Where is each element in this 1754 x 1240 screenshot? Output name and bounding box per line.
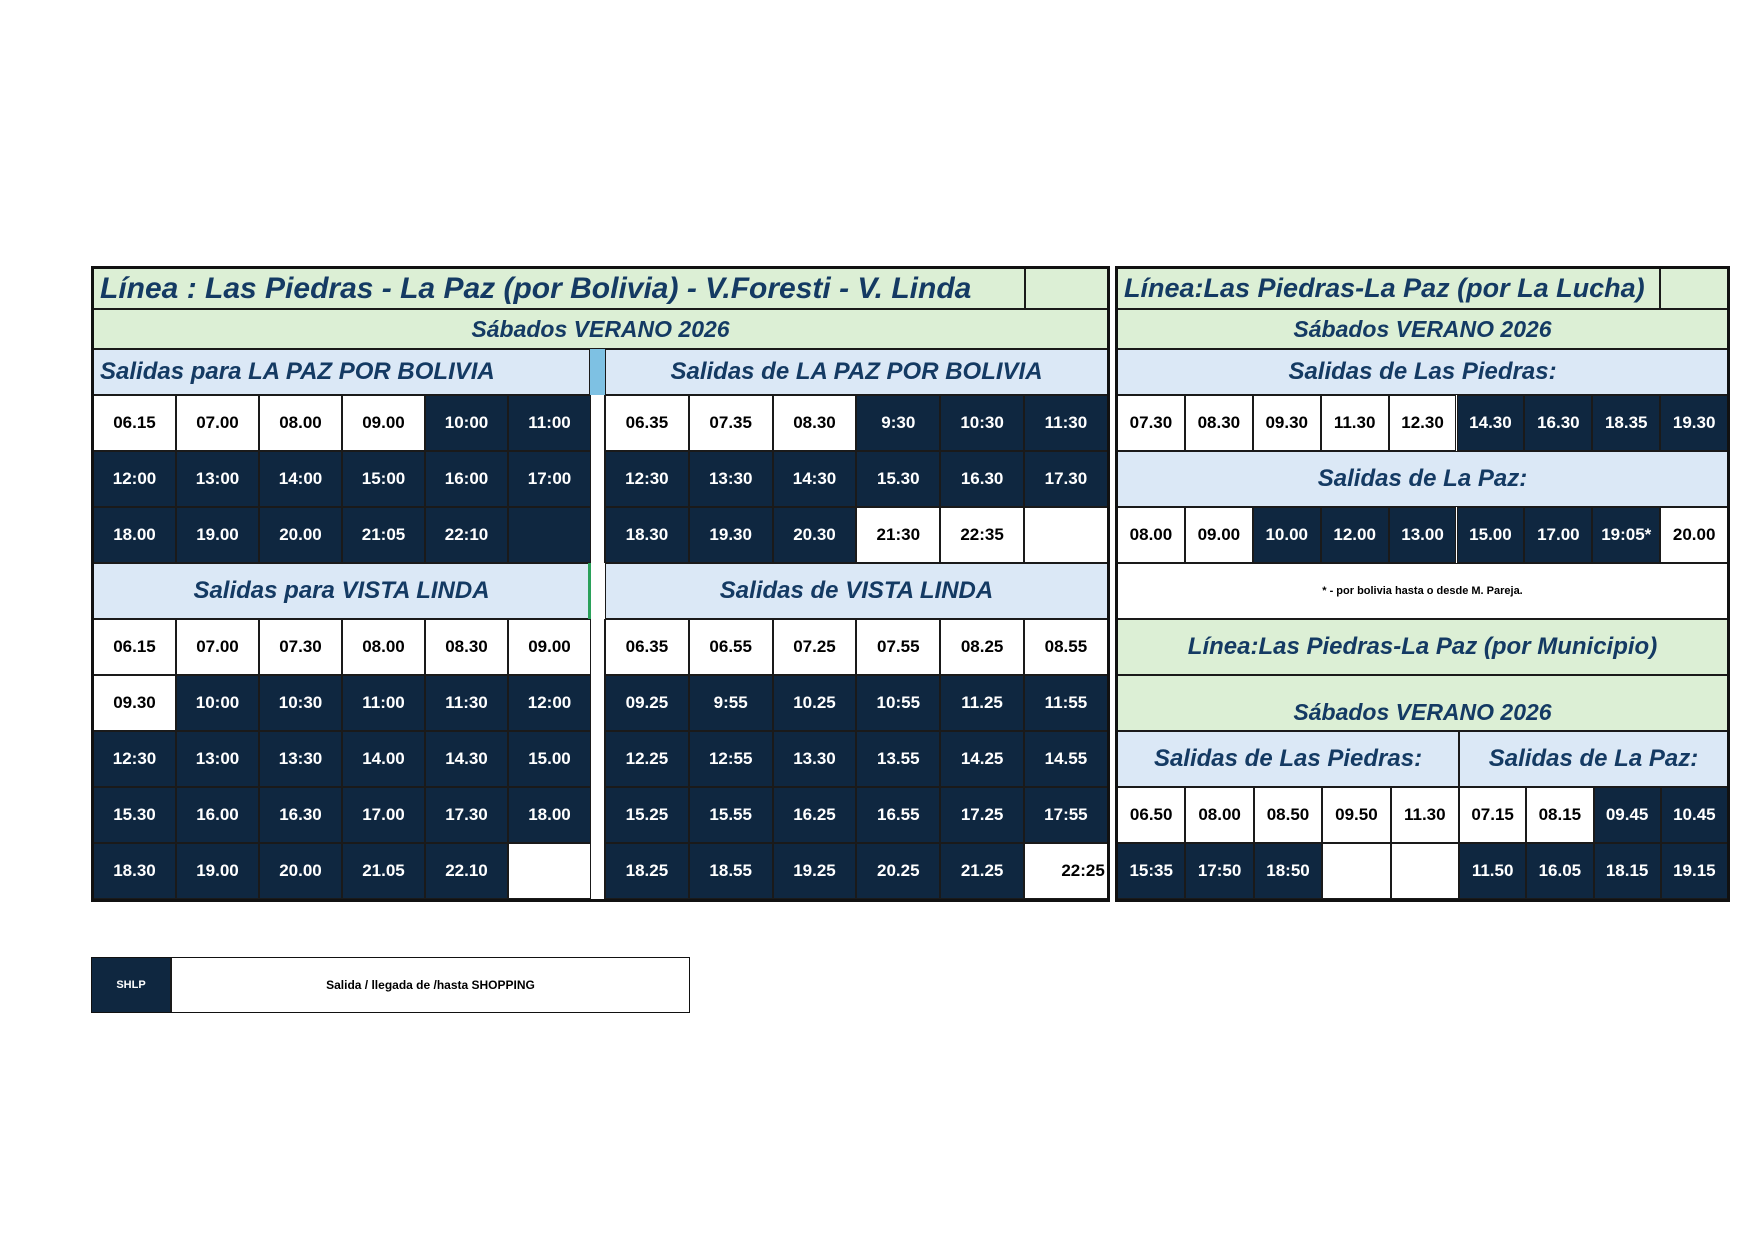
- from-vistalinda-time-cell: 14.25: [940, 731, 1024, 787]
- lucha-paz-time-cell: 12.00: [1321, 507, 1389, 563]
- to-vistalinda-time-cell: 13:30: [259, 731, 342, 787]
- to-vistalinda-time-cell: 11:00: [342, 675, 425, 731]
- from-lapaz-time-cell: 22:35: [940, 507, 1024, 563]
- from-lapaz-time-cell: 10:30: [940, 395, 1024, 451]
- from-vistalinda-time-cell: 18.55: [689, 843, 773, 899]
- muni-paz-time-cell: 07.15: [1459, 787, 1526, 843]
- section-to-vista-linda-title: Salidas para VISTA LINDA: [93, 563, 590, 619]
- to-vistalinda-time-cell: 17.30: [425, 787, 508, 843]
- from-vistalinda-time-cell: 18.25: [605, 843, 689, 899]
- lucha-piedras-time-cell: 14.30: [1457, 395, 1525, 451]
- section-divider-marker-green: [588, 563, 591, 619]
- legend-code-swatch: SHLP: [91, 957, 171, 1013]
- from-vistalinda-time-cell: 12.25: [605, 731, 689, 787]
- to-vistalinda-time-cell: 19.00: [176, 843, 259, 899]
- to-vistalinda-time-cell: 09.30: [93, 675, 176, 731]
- from-lapaz-time-cell: 13:30: [689, 451, 773, 507]
- from-lapaz-time-cell: 18.30: [605, 507, 689, 563]
- section-to-lapaz-bolivia-title: Salidas para LA PAZ POR BOLIVIA: [93, 349, 590, 395]
- left-title-blank-cell: [1025, 268, 1108, 309]
- to-vistalinda-time-cell: 11:30: [425, 675, 508, 731]
- to-lapaz-time-cell: 08.00: [259, 395, 342, 451]
- lucha-paz-time-cell: 15.00: [1457, 507, 1525, 563]
- from-lapaz-time-cell: 07.35: [689, 395, 773, 451]
- from-vistalinda-time-cell: 06.35: [605, 619, 689, 675]
- from-lapaz-time-cell: 14:30: [773, 451, 857, 507]
- section-from-vista-linda-title: Salidas de VISTA LINDA: [605, 563, 1108, 619]
- muni-piedras-time-cell: [1322, 843, 1390, 899]
- lucha-from-paz-title: Salidas de La Paz:: [1117, 451, 1728, 507]
- lucha-paz-time-cell: 19:05*: [1592, 507, 1660, 563]
- to-vistalinda-time-cell: 15.30: [93, 787, 176, 843]
- to-vistalinda-time-cell: 07.30: [259, 619, 342, 675]
- to-vistalinda-time-cell: 22.10: [425, 843, 508, 899]
- legend-description: Salida / llegada de /hasta SHOPPING: [171, 957, 690, 1013]
- lucha-piedras-time-cell: 08.30: [1185, 395, 1253, 451]
- muni-piedras-time-cell: 08.00: [1185, 787, 1253, 843]
- from-vistalinda-time-cell: 09.25: [605, 675, 689, 731]
- to-vistalinda-time-cell: 08.00: [342, 619, 425, 675]
- muni-piedras-time-cell: 09.50: [1322, 787, 1390, 843]
- section-divider-marker-blue: [590, 349, 605, 395]
- muni-piedras-time-cell: 18:50: [1254, 843, 1322, 899]
- to-vistalinda-time-cell: 06.15: [93, 619, 176, 675]
- from-vistalinda-time-cell: 10.25: [773, 675, 857, 731]
- to-vistalinda-time-cell: 16.00: [176, 787, 259, 843]
- from-vistalinda-time-cell: 16.25: [773, 787, 857, 843]
- to-lapaz-time-cell: 16:00: [425, 451, 508, 507]
- to-vistalinda-time-cell: 18.00: [508, 787, 591, 843]
- to-lapaz-time-cell: 06.15: [93, 395, 176, 451]
- muni-piedras-time-cell: 11.30: [1391, 787, 1459, 843]
- muni-paz-time-cell: 19.15: [1661, 843, 1728, 899]
- to-vistalinda-time-cell: 10:30: [259, 675, 342, 731]
- lucha-subtitle: Sábados VERANO 2026: [1117, 309, 1728, 349]
- from-vistalinda-time-cell: 08.55: [1024, 619, 1108, 675]
- lucha-from-piedras-title: Salidas de Las Piedras:: [1117, 349, 1728, 395]
- left-subtitle: Sábados VERANO 2026: [93, 309, 1108, 349]
- from-vistalinda-time-cell: 20.25: [856, 843, 940, 899]
- to-lapaz-time-cell: 20.00: [259, 507, 342, 563]
- municipio-subtitle: Sábados VERANO 2026: [1117, 675, 1728, 731]
- to-vistalinda-time-cell: 10:00: [176, 675, 259, 731]
- from-vistalinda-time-cell: 13.30: [773, 731, 857, 787]
- to-lapaz-time-cell: 18.00: [93, 507, 176, 563]
- from-lapaz-time-cell: 06.35: [605, 395, 689, 451]
- from-vistalinda-time-cell: 11:55: [1024, 675, 1108, 731]
- from-lapaz-time-cell: 17.30: [1024, 451, 1108, 507]
- lucha-paz-time-cell: 08.00: [1117, 507, 1185, 563]
- to-vistalinda-time-cell: 12:30: [93, 731, 176, 787]
- to-vistalinda-time-cell: 14.00: [342, 731, 425, 787]
- to-vistalinda-time-cell: 14.30: [425, 731, 508, 787]
- from-lapaz-time-cell: 21:30: [856, 507, 940, 563]
- lucha-piedras-time-cell: 16.30: [1524, 395, 1592, 451]
- municipio-from-piedras-title: Salidas de Las Piedras:: [1117, 731, 1459, 787]
- lucha-paz-time-cell: 13.00: [1389, 507, 1457, 563]
- to-lapaz-time-cell: 14:00: [259, 451, 342, 507]
- to-lapaz-time-cell: 07.00: [176, 395, 259, 451]
- to-vistalinda-time-cell: 09.00: [508, 619, 591, 675]
- from-vistalinda-time-cell: 08.25: [940, 619, 1024, 675]
- lucha-paz-time-cell: 09.00: [1185, 507, 1253, 563]
- from-lapaz-time-cell: 16.30: [940, 451, 1024, 507]
- from-vistalinda-time-cell: 10:55: [856, 675, 940, 731]
- from-lapaz-time-cell: 08.30: [773, 395, 857, 451]
- to-lapaz-time-cell: 09.00: [342, 395, 425, 451]
- from-lapaz-time-cell: 12:30: [605, 451, 689, 507]
- from-vistalinda-time-cell: 15.25: [605, 787, 689, 843]
- to-lapaz-time-cell: 12:00: [93, 451, 176, 507]
- to-lapaz-time-cell: 22:10: [425, 507, 508, 563]
- municipio-from-paz-title: Salidas de La Paz:: [1459, 731, 1728, 787]
- muni-paz-time-cell: 16.05: [1526, 843, 1593, 899]
- left-line-title: Línea : Las Piedras - La Paz (por Bolivia) - V.Foresti - V. Linda: [93, 268, 1025, 309]
- muni-paz-time-cell: 18.15: [1594, 843, 1661, 899]
- municipio-line-title: Línea:Las Piedras-La Paz (por Municipio): [1117, 619, 1728, 675]
- from-vistalinda-time-cell: 15.55: [689, 787, 773, 843]
- muni-paz-time-cell: 08.15: [1526, 787, 1593, 843]
- from-vistalinda-time-cell: 14.55: [1024, 731, 1108, 787]
- lucha-piedras-time-cell: 12.30: [1389, 395, 1457, 451]
- from-vistalinda-time-cell: 22:25: [1024, 843, 1108, 899]
- from-vistalinda-time-cell: 13.55: [856, 731, 940, 787]
- footnote: * - por bolivia hasta o desde M. Pareja.: [1117, 563, 1728, 619]
- to-lapaz-time-cell: 13:00: [176, 451, 259, 507]
- from-vistalinda-time-cell: 11.25: [940, 675, 1024, 731]
- from-lapaz-time-cell: 20.30: [773, 507, 857, 563]
- lucha-piedras-time-cell: 19.30: [1660, 395, 1728, 451]
- from-vistalinda-time-cell: 16.55: [856, 787, 940, 843]
- to-vistalinda-time-cell: 16.30: [259, 787, 342, 843]
- lucha-piedras-time-cell: 09.30: [1253, 395, 1321, 451]
- from-vistalinda-time-cell: 9:55: [689, 675, 773, 731]
- muni-piedras-time-cell: 15:35: [1117, 843, 1185, 899]
- lucha-paz-time-cell: 17.00: [1524, 507, 1592, 563]
- muni-piedras-time-cell: 08.50: [1254, 787, 1322, 843]
- muni-paz-time-cell: 11.50: [1459, 843, 1526, 899]
- from-lapaz-time-cell: 19.30: [689, 507, 773, 563]
- left-gap-column-bottom: [590, 619, 605, 900]
- to-lapaz-time-cell: 10:00: [425, 395, 508, 451]
- to-lapaz-time-cell: 11:00: [508, 395, 591, 451]
- to-vistalinda-time-cell: 15.00: [508, 731, 591, 787]
- to-vistalinda-time-cell: 21.05: [342, 843, 425, 899]
- from-lapaz-time-cell: 15.30: [856, 451, 940, 507]
- lucha-line-title: Línea:Las Piedras-La Paz (por La Lucha): [1117, 268, 1660, 309]
- from-vistalinda-time-cell: 21.25: [940, 843, 1024, 899]
- from-lapaz-time-cell: [1024, 507, 1108, 563]
- to-vistalinda-time-cell: 08.30: [425, 619, 508, 675]
- from-vistalinda-time-cell: 12:55: [689, 731, 773, 787]
- from-vistalinda-time-cell: 17.25: [940, 787, 1024, 843]
- to-lapaz-time-cell: [508, 507, 591, 563]
- from-vistalinda-time-cell: 19.25: [773, 843, 857, 899]
- muni-paz-time-cell: 10.45: [1661, 787, 1728, 843]
- lucha-paz-time-cell: 10.00: [1253, 507, 1321, 563]
- to-vistalinda-time-cell: 07.00: [176, 619, 259, 675]
- to-lapaz-time-cell: 19.00: [176, 507, 259, 563]
- from-lapaz-time-cell: 11:30: [1024, 395, 1108, 451]
- section-from-lapaz-bolivia-title: Salidas de LA PAZ POR BOLIVIA: [605, 349, 1108, 395]
- from-vistalinda-time-cell: 07.25: [773, 619, 857, 675]
- to-vistalinda-time-cell: 12:00: [508, 675, 591, 731]
- to-vistalinda-time-cell: 20.00: [259, 843, 342, 899]
- to-vistalinda-time-cell: 18.30: [93, 843, 176, 899]
- from-vistalinda-time-cell: 06.55: [689, 619, 773, 675]
- lucha-piedras-time-cell: 18.35: [1592, 395, 1660, 451]
- left-gap-column-top: [590, 395, 605, 563]
- from-vistalinda-time-cell: 17:55: [1024, 787, 1108, 843]
- from-vistalinda-time-cell: 07.55: [856, 619, 940, 675]
- lucha-title-blank-cell: [1660, 268, 1728, 309]
- to-lapaz-time-cell: 17:00: [508, 451, 591, 507]
- muni-piedras-time-cell: 06.50: [1117, 787, 1185, 843]
- to-vistalinda-time-cell: 17.00: [342, 787, 425, 843]
- muni-piedras-time-cell: 17:50: [1185, 843, 1253, 899]
- lucha-paz-time-cell: 20.00: [1660, 507, 1728, 563]
- muni-piedras-time-cell: [1391, 843, 1459, 899]
- to-lapaz-time-cell: 15:00: [342, 451, 425, 507]
- to-vistalinda-time-cell: 13:00: [176, 731, 259, 787]
- muni-paz-time-cell: 09.45: [1594, 787, 1661, 843]
- to-vistalinda-time-cell: [508, 843, 591, 899]
- lucha-piedras-time-cell: 07.30: [1117, 395, 1185, 451]
- from-lapaz-time-cell: 9:30: [856, 395, 940, 451]
- to-lapaz-time-cell: 21:05: [342, 507, 425, 563]
- lucha-piedras-time-cell: 11.30: [1321, 395, 1389, 451]
